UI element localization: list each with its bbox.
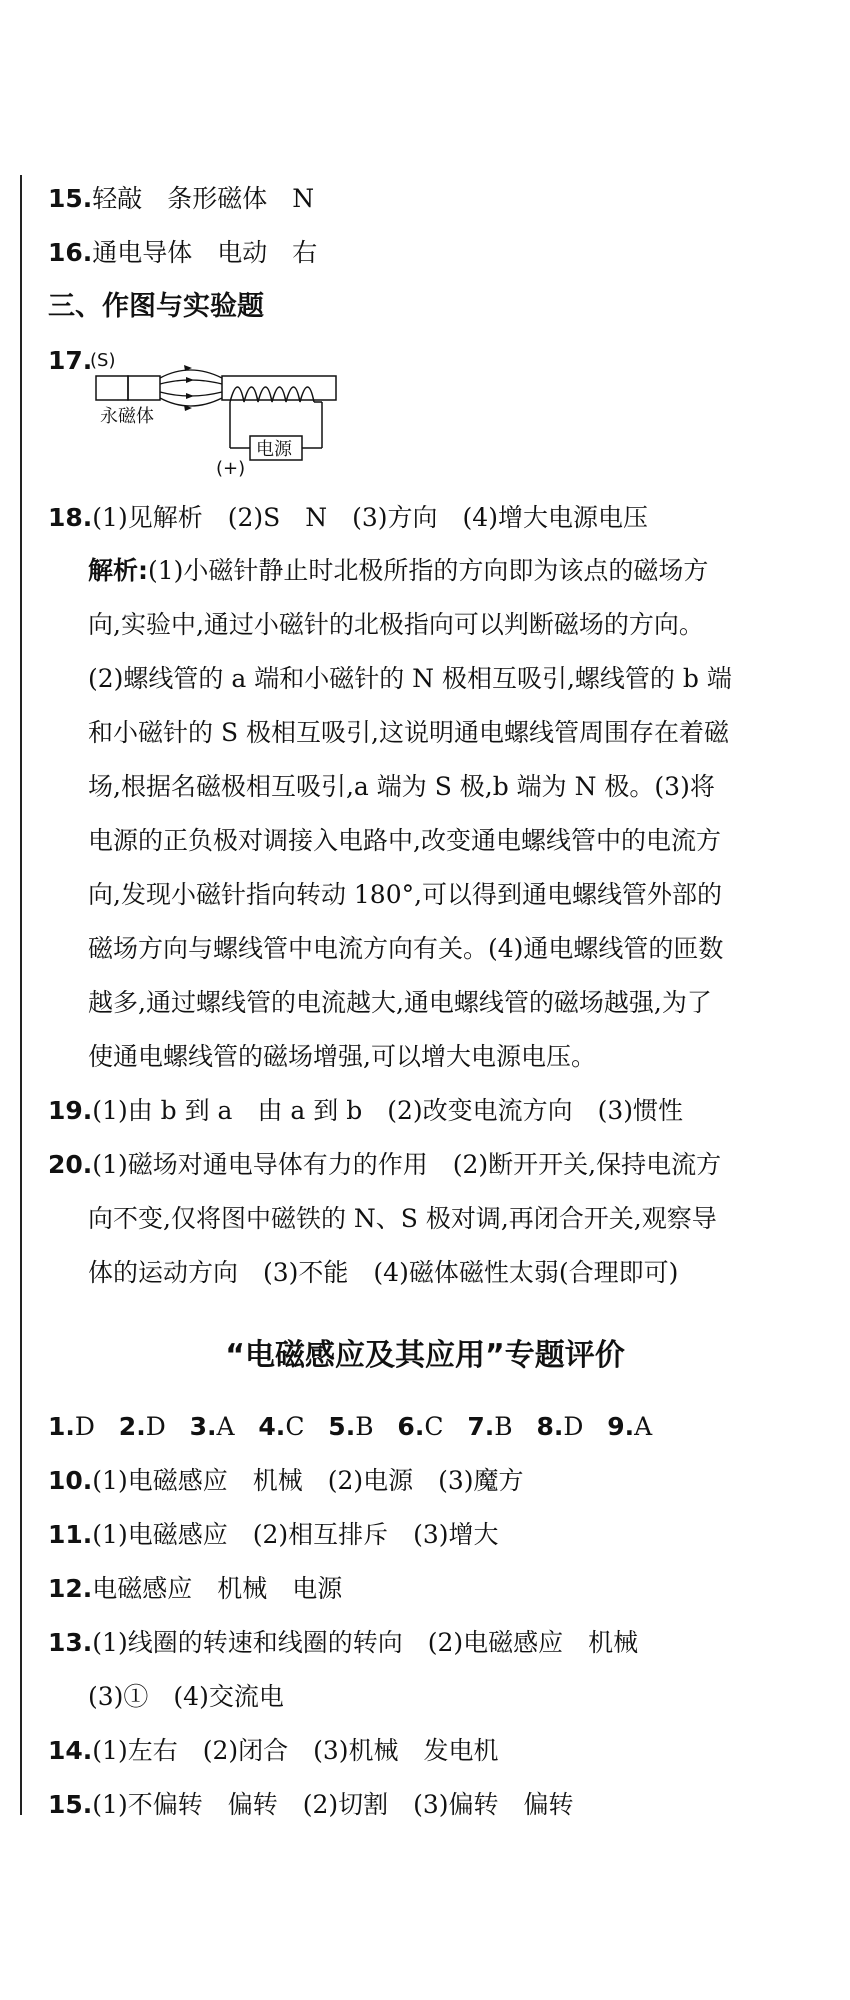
analysis-line: 使通电螺线管的磁场增强,可以增大电源电压。 [88, 1042, 596, 1071]
answer-text: (1)磁场对通电导体有力的作用 (2)断开开关,保持电流方 [92, 1150, 722, 1179]
question-number: 18. [48, 503, 93, 532]
answer-16 [48, 238, 317, 268]
mc-item: 7.B [467, 1412, 513, 1441]
mc-item: 6.C [397, 1412, 444, 1441]
analysis-line: 电源的正负极对调接入电路中,改变通电螺线管中的电流方 [88, 826, 721, 855]
power-supply-label: 电源 [256, 439, 292, 460]
answer-14 [48, 1736, 499, 1766]
question-number: 12. [48, 1574, 93, 1603]
question-number: 13. [48, 1628, 93, 1657]
answer-text: (1)线圈的转速和线圈的转向 (2)电磁感应 机械 [92, 1628, 639, 1657]
question-number: 17. [48, 346, 93, 375]
mc-item: 2.D [118, 1412, 166, 1441]
analysis-line: 场,根据名磁极相互吸引,a 端为 S 极,b 端为 N 极。(3)将 [88, 772, 715, 801]
arrow-icon [186, 393, 194, 399]
answer-text: (1)电磁感应 (2)相互排斥 (3)增大 [92, 1520, 499, 1549]
answer-15 [48, 184, 314, 214]
answer-text: (1)不偏转 偏转 (2)切割 (3)偏转 偏转 [92, 1790, 574, 1819]
section-title: “电磁感应及其应用”专题评价 [225, 1338, 625, 1373]
answer-17 [48, 346, 92, 376]
analysis-line: (2)螺线管的 a 端和小磁针的 N 极相互吸引,螺线管的 b 端 [88, 664, 732, 693]
positive-terminal-label: (+) [216, 458, 246, 478]
answer-text: 轻敲 条形磁体 N [92, 184, 315, 213]
mc-item: 1.D [48, 1412, 95, 1441]
section-heading: 三、作图与实验题 [48, 291, 264, 322]
answer-11 [48, 1520, 499, 1550]
analysis-label: 解析: [88, 556, 148, 585]
answer-text: 通电导体 电动 右 [92, 238, 318, 267]
answer-19 [48, 1096, 683, 1126]
answer-10 [48, 1466, 524, 1496]
question-number: 15. [48, 184, 93, 213]
solenoid-diagram [90, 348, 370, 478]
pole-label-s: (S) [90, 350, 116, 371]
magnet-block-right [128, 376, 160, 400]
magnet-block-left [96, 376, 128, 400]
analysis-line: 向,实验中,通过小磁针的北极指向可以判断磁场的方向。 [88, 610, 704, 639]
question-number: 11. [48, 1520, 93, 1549]
analysis-line: 和小磁针的 S 极相互吸引,这说明通电螺线管周围存在着磁 [88, 718, 729, 747]
question-number: 14. [48, 1736, 93, 1765]
answer-18 [48, 503, 648, 533]
answer-text: 电磁感应 机械 电源 [92, 1574, 343, 1603]
answer-text: (1)电磁感应 机械 (2)电源 (3)魔方 [92, 1466, 524, 1495]
mc-item: 4.C [258, 1412, 305, 1441]
answer-20-continued: 向不变,仅将图中磁铁的 N、S 极对调,再闭合开关,观察导 [88, 1204, 717, 1233]
field-line [160, 370, 222, 378]
analysis-line: 越多,通过螺线管的电流越大,通电螺线管的磁场越强,为了 [88, 988, 712, 1017]
mc-item: 8.D [536, 1412, 584, 1441]
field-line [160, 398, 222, 406]
analysis-line: 磁场方向与螺线管中电流方向有关。(4)通电螺线管的匝数 [88, 934, 724, 963]
mc-item: 9.A [607, 1412, 653, 1441]
arrow-icon [186, 377, 194, 383]
question-number: 10. [48, 1466, 93, 1495]
multiple-choice-answers [48, 1412, 652, 1442]
answer-text: (1)左右 (2)闭合 (3)机械 发电机 [92, 1736, 499, 1765]
answer-13-continued: (3)① (4)交流电 [88, 1682, 284, 1711]
question-number: 20. [48, 1150, 93, 1179]
question-number: 19. [48, 1096, 93, 1125]
answer-13 [48, 1628, 638, 1658]
analysis-line: 解析:(1)小磁针静止时北极所指的方向即为该点的磁场方 [88, 556, 709, 585]
margin-rule [20, 175, 22, 1815]
answer-text: (1)由 b 到 a 由 a 到 b (2)改变电流方向 (3)惯性 [92, 1096, 684, 1125]
answer-text: (1)见解析 (2)S N (3)方向 (4)增大电源电压 [92, 503, 648, 532]
answer-20-continued: 体的运动方向 (3)不能 (4)磁体磁性太弱(合理即可) [88, 1258, 679, 1287]
answer-12 [48, 1574, 342, 1604]
question-number: 15. [48, 1790, 93, 1819]
answer-20 [48, 1150, 721, 1180]
mc-item: 5.B [328, 1412, 374, 1441]
magnet-label: 永磁体 [100, 406, 154, 427]
question-number: 16. [48, 238, 93, 267]
analysis-line: 向,发现小磁针指向转动 180°,可以得到通电螺线管外部的 [88, 880, 723, 909]
mc-item: 3.A [189, 1412, 235, 1441]
answer-15-part-two [48, 1790, 574, 1820]
